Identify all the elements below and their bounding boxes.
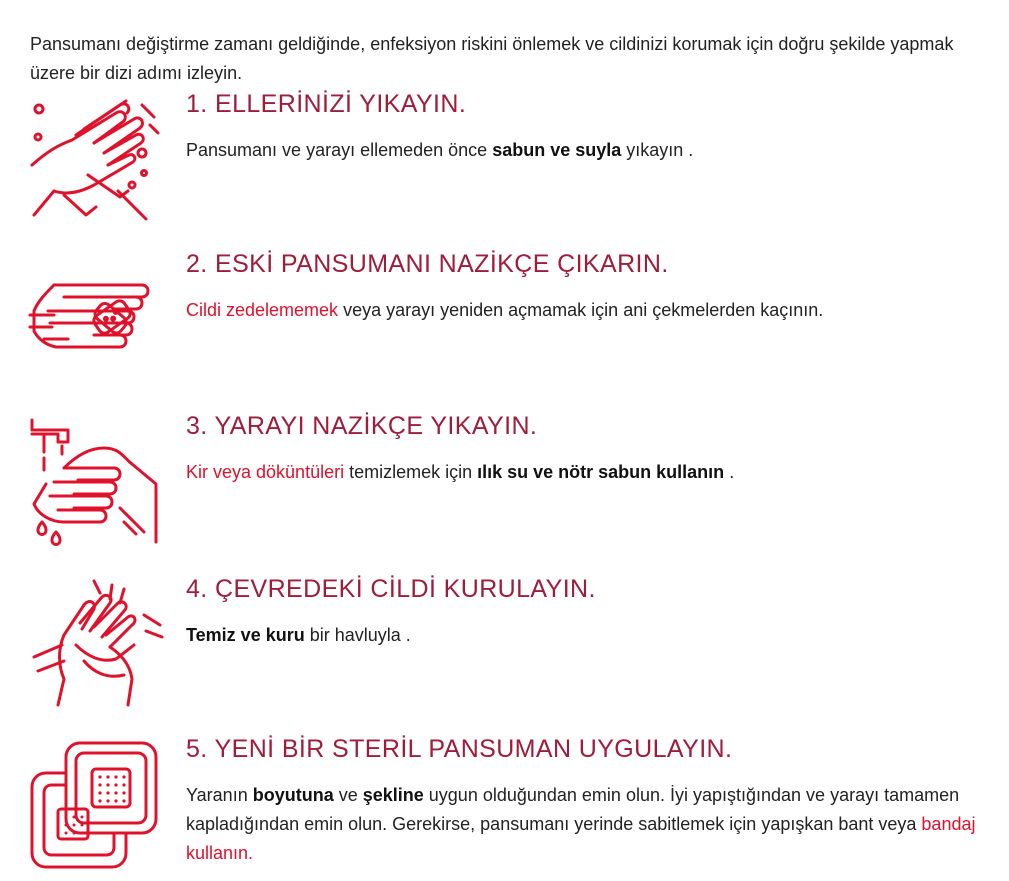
drying-hands-icon xyxy=(24,575,164,715)
step-5-title: 5. YENİ BİR STERİL PANSUMAN UYGULAYIN. xyxy=(186,735,733,763)
step-4-title: 4. ÇEVREDEKİ CİLDİ KURULAYIN. xyxy=(186,575,596,603)
sterile-dressing-icon xyxy=(24,735,164,875)
step-1-title: 1. ELLERİNİZİ YIKAYIN. xyxy=(186,90,467,118)
hand-washing-icon xyxy=(24,95,164,235)
step-3-description: Kir veya döküntüleri temizlemek için ılık su ve nötr sabun kullanın . xyxy=(186,462,735,482)
step-3-title: 3. YARAYI NAZİKÇE YIKAYIN. xyxy=(186,412,538,440)
step-5-description: Yaranın boyutuna ve şekline uygun olduğundan emin olun. İyi yapıştığından ve yarayı tamamen kapladığından emin olun. Gerekirse, pansumanı yerinde sabitlemek için yapışkan bant veya bandaj kullanın. xyxy=(186,785,976,863)
faucet-hands-icon xyxy=(24,412,164,552)
intro-text: Pansumanı değiştirme zamanı geldiğinde, enfeksiyon riskini önlemek ve cildinizi korumak için doğru şekilde yapmak üzere bir dizi adımı izleyin. xyxy=(30,34,954,83)
step-2-description: Cildi zedelememek veya yarayı yeniden açmamak için ani çekmelerden kaçının. xyxy=(186,300,824,320)
step-2-title: 2. ESKİ PANSUMANI NAZİKÇE ÇIKARIN. xyxy=(186,250,669,278)
step-1-description: Pansumanı ve yarayı ellemeden önce sabun ve suyla yıkayın . xyxy=(186,140,694,160)
step-4-description: Temiz ve kuru bir havluyla . xyxy=(186,625,411,645)
hand-bandage-icon xyxy=(24,255,164,395)
